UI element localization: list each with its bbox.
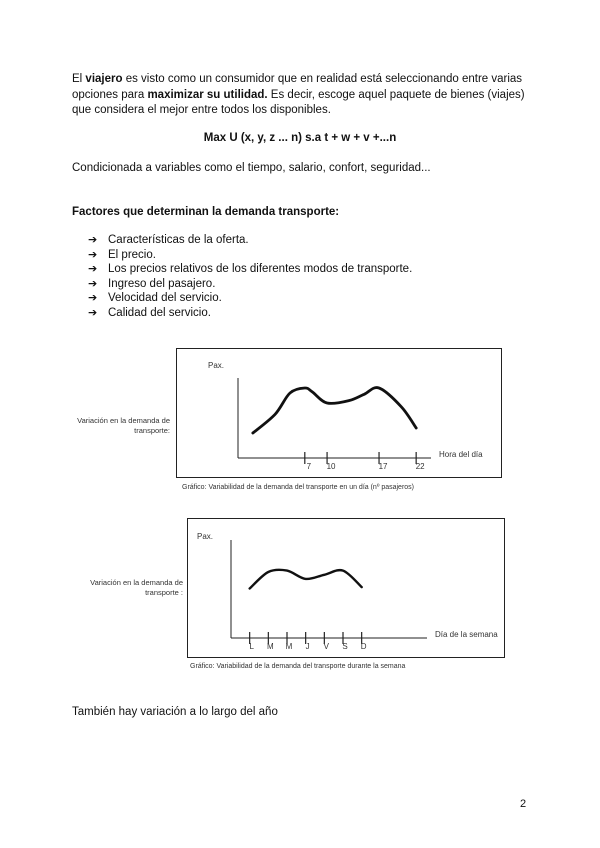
x-tick-label: M [266, 642, 274, 651]
chart1-y-label: Pax. [208, 361, 225, 370]
x-tick-label: V [323, 642, 330, 651]
x-tick-label: 10 [326, 462, 336, 471]
arrow-icon: ➔ [88, 262, 98, 276]
intro-paragraph [72, 72, 532, 119]
x-tick-label: 7 [306, 462, 312, 471]
intro-text-2: es visto como un consumidor que en realidad está seleccionando entre varias opciones para [72, 73, 523, 101]
weekly-demand-chart [187, 518, 505, 658]
daily-demand-chart [176, 348, 502, 478]
x-tick-label: S [342, 642, 348, 651]
chart1-x-label: Hora del día [439, 450, 483, 459]
chart2-ticks [249, 632, 366, 651]
arrow-icon: ➔ [88, 247, 98, 261]
x-tick-label: L [249, 642, 254, 651]
chart2-x-label: Día de la semana [435, 630, 498, 639]
list-item: ➔ Los precios relativos de los diferentes modos de transporte. [88, 262, 413, 276]
chart1-series-line [253, 388, 416, 433]
arrow-icon: ➔ [88, 305, 98, 319]
intro-bold-viajero: viajero [85, 73, 123, 85]
arrow-icon: ➔ [88, 291, 98, 305]
chart1-caption: Gráfico: Variabilidad de la demanda del transporte en un día (nº pasajeros) [182, 484, 415, 491]
list-item: ➔ Velocidad del servicio. [88, 291, 222, 305]
arrow-icon: ➔ [88, 276, 98, 290]
conditioned-text: Condicionada a variables como el tiempo, salario, confort, seguridad... [72, 162, 431, 174]
intro-bold-maximizar: maximizar su utilidad. [147, 88, 268, 101]
chart2-y-label: Pax. [197, 532, 214, 541]
chart2-series-line [250, 570, 362, 589]
closing-text: También hay variación a lo largo del año [72, 706, 278, 718]
chart2-side-label: Variación en la demanda de transporte : [90, 578, 183, 597]
arrow-icon: ➔ [88, 233, 98, 246]
chart1-side-label: Variación en la demanda de transporte: [77, 416, 170, 435]
list-item: ➔ Ingreso del pasajero. [88, 276, 216, 290]
factors-heading: Factores que determinan la demanda transporte: [72, 206, 340, 218]
x-tick-label: D [360, 642, 367, 651]
intro-text-3: Es decir, escoge aquel paquete de bienes (viajes) que considera el mejor entre todos los disponibles. [72, 88, 525, 116]
x-tick-label: J [305, 642, 310, 651]
list-item: ➔ Características de la oferta. [88, 233, 249, 246]
utility-formula: Max U (x, y, z ... n) s.a t + w + v +...n [203, 132, 397, 144]
page-number: 2 [520, 798, 527, 810]
factors-list [88, 233, 412, 321]
x-tick-label: 17 [378, 462, 388, 471]
list-item: ➔ Calidad del servicio. [88, 305, 211, 319]
list-item: ➔ El precio. [88, 247, 156, 261]
chart2-caption: Gráfico: Variabilidad de la demanda del transporte durante la semana [190, 663, 406, 670]
x-tick-label: M [285, 642, 293, 651]
chart1-ticks [305, 452, 425, 471]
intro-text-1: El [72, 73, 86, 85]
x-tick-label: 22 [415, 462, 425, 471]
